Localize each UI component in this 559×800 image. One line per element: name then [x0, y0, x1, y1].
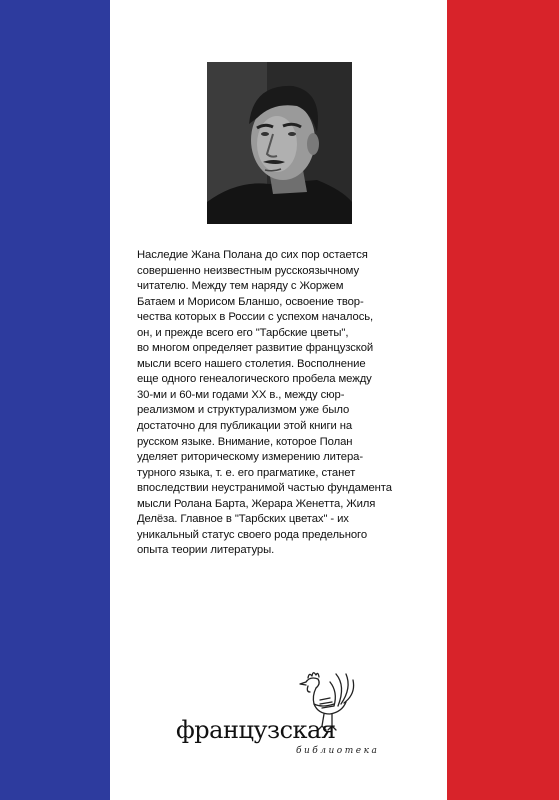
publisher-logo-title: французская — [176, 716, 336, 744]
back-cover-blurb — [137, 248, 433, 559]
blurb-line: совершенно неизвестным русскоязычному — [137, 264, 359, 277]
blurb-line: чества которых в России с успехом началось, — [137, 311, 374, 324]
portrait-photo-icon — [207, 62, 352, 224]
flag-red-band — [447, 0, 559, 800]
blurb-line: уникальный статус своего рода предельного — [137, 528, 367, 541]
blurb-line: мысли всего нашего столетия. Восполнение — [137, 357, 366, 370]
publisher-logo-subtitle: библиотека — [296, 746, 380, 756]
blurb-line: достаточно для публикации этой книги на — [137, 420, 353, 433]
blurb-line: читателю. Между тем наряду с Жоржем — [137, 280, 344, 293]
blurb-line: мысли Ролана Барта, Жерара Женетта, Жиля — [137, 497, 376, 510]
publisher-logo — [176, 668, 406, 764]
blurb-line: турного языка, т. е. его прагматике, станет — [137, 466, 356, 479]
blurb-line: Делёза. Главное в "Тарбских цветах" - их — [137, 513, 349, 526]
blurb-line: уделяет риторическому измерению литера- — [137, 451, 363, 464]
blurb-line: во многом определяет развитие французской — [137, 342, 374, 355]
blurb-line: он, и прежде всего его "Тарбские цветы", — [137, 326, 349, 339]
blurb-line: впоследствии неустранимой частью фундамента — [137, 482, 392, 495]
blurb-line: Батаем и Морисом Бланшо, освоение твор- — [137, 295, 364, 308]
blurb-line: реализмом и структурализмом уже было — [137, 404, 350, 417]
author-portrait — [207, 62, 352, 224]
blurb-line: Наследие Жана Полана до сих пор остается — [137, 249, 368, 261]
blurb-line: опыта теории литературы. — [137, 544, 275, 557]
blurb-line: еще одного генеалогического пробела между — [137, 373, 372, 386]
blurb-line: русском языке. Внимание, которое Полан — [137, 435, 353, 448]
blurb-line: 30-ми и 60-ми годами XX в., между сюр- — [137, 388, 345, 401]
flag-blue-band — [0, 0, 110, 800]
